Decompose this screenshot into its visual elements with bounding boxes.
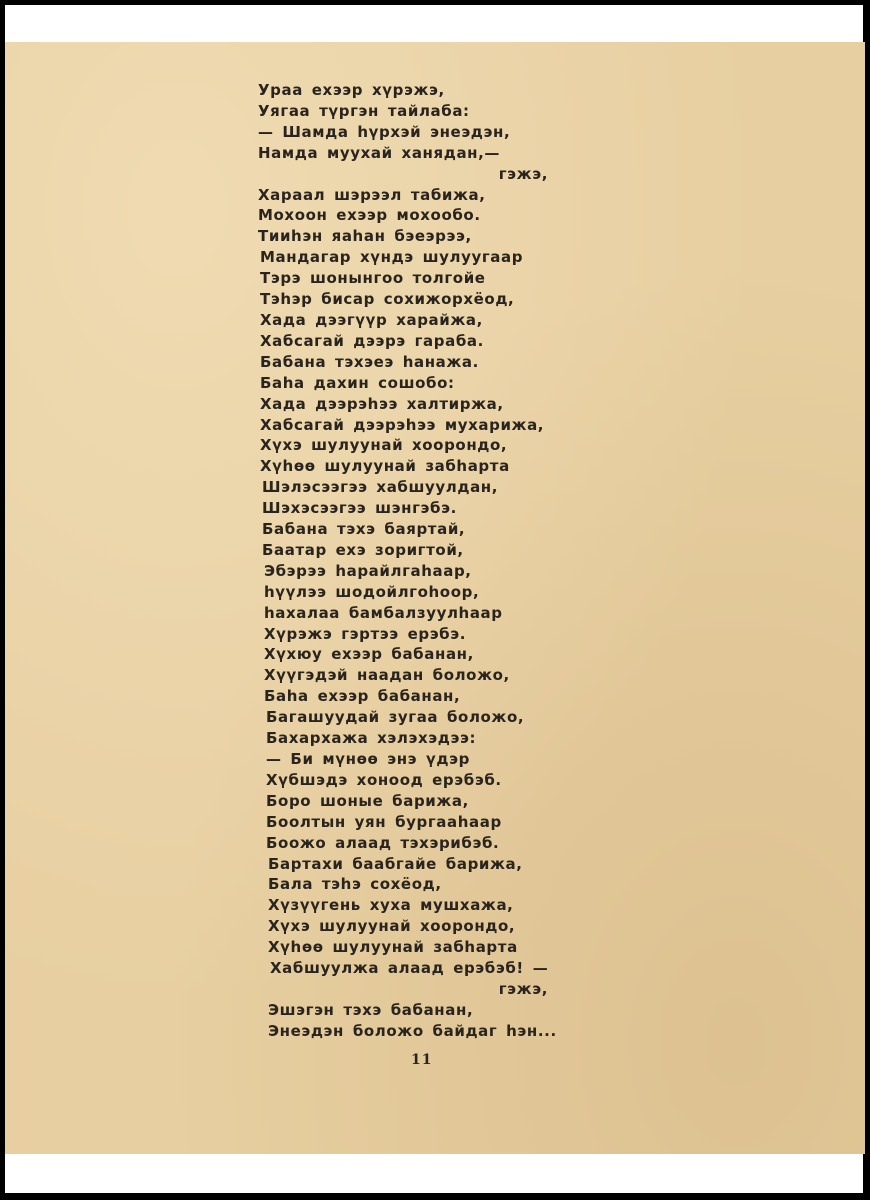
poem-line: Хараал шэрээл табижа,: [258, 185, 486, 204]
poem-line: һахалаа бамбалзуулһаар: [264, 603, 503, 622]
poem-line: Ураа ехээр хүрэжэ,: [258, 81, 445, 99]
poem-line: Тэһэр бисар сохижорхёод,: [260, 290, 515, 309]
poem-line: Баатар ехэ зоригтой,: [262, 540, 464, 559]
page-number: 11: [411, 1052, 433, 1068]
poem-line: Мандагар хүндэ шулуугаар: [260, 248, 524, 267]
poem-line: Хабшуулжа алаад ерэбэб! —: [270, 959, 549, 978]
poem-line: Багашуудай зугаа боложо,: [266, 708, 525, 727]
scanned-page: [5, 42, 865, 1154]
poem-line: Бахархажа хэлэхэдээ:: [266, 729, 477, 748]
poem-line: Хүзүүгень хуха мушхажа,: [268, 896, 514, 915]
poem-line: Шэхэсээгээ шэнгэбэ.: [262, 499, 457, 518]
poem-line: Хүһөө шулуунай забһарта: [260, 457, 510, 476]
poem-line: Бабана тэхэеэ һанажа.: [260, 352, 479, 371]
poem-text: [258, 80, 588, 1042]
poem-line: Хүрэжэ гэртээ ерэбэ.: [264, 624, 467, 643]
poem-line: Хабсагай дээрэ гараба.: [260, 331, 484, 350]
poem-line: Эшэгэн тэхэ бабанан,: [268, 1000, 474, 1019]
poem-line: Хүхэ шулуунай хоорондо,: [268, 917, 516, 936]
poem-line: Хүхюу ехээр бабанан,: [264, 645, 474, 664]
poem-line: Бабана тэхэ баяртай,: [262, 520, 466, 539]
poem-line: Хүхэ шулуунай хоорондо,: [260, 436, 508, 455]
poem-line: Мохоон ехээр мохообо.: [258, 206, 481, 225]
poem-line: Уягаа түргэн тайлаба:: [258, 101, 470, 120]
poem-line: — Шамда һүрхэй энеэдэн,: [258, 122, 511, 141]
poem-line: Тииһэн яаһан бэеэрээ,: [258, 227, 472, 246]
poem-line: Эбэрээ һарайлгаһаар,: [264, 561, 472, 580]
poem-line: Хүһөө шулуунай забһарта: [268, 938, 518, 957]
poem-line: Хада дээрэһээ халтиржа,: [260, 394, 504, 413]
poem-line: Тэрэ шонынгоо толгойе: [260, 269, 486, 288]
poem-line: Баһа ехээр бабанан,: [264, 687, 461, 706]
poem-line: һүүлээ шодойлгоһоор,: [264, 582, 480, 601]
poem-line: Хабсагай дээрэһээ мухарижа,: [260, 415, 545, 434]
poem-line: Бала тэһэ сохёод,: [268, 875, 442, 894]
poem-line: Хада дээгүүр харайжа,: [260, 310, 483, 329]
poem-line: Хүбшэдэ хоноод ерэбэб.: [266, 770, 502, 789]
poem-line: гэжэ,: [498, 979, 548, 998]
poem-line: Бартахи баабгайе барижа,: [268, 854, 523, 873]
poem-line: Баһа дахин сошобо:: [260, 373, 455, 392]
poem-line: Боолтын уян бургааһаар: [266, 812, 502, 831]
poem-line: — Би мүнөө энэ үдэр: [266, 750, 470, 768]
poem-line: гэжэ,: [498, 164, 548, 183]
poem-line: Энеэдэн боложо байдаг һэн...: [268, 1021, 557, 1040]
poem-line: Намда муухай ханядан,—: [258, 143, 501, 162]
poem-line: Боожо алаад тэхэрибэб.: [266, 833, 500, 852]
poem-line: Боро шоные барижа,: [266, 791, 469, 810]
poem-line: Хүүгэдэй наадан боложо,: [264, 666, 510, 685]
poem-line: Шэлэсээгээ хабшуулдан,: [262, 478, 499, 497]
